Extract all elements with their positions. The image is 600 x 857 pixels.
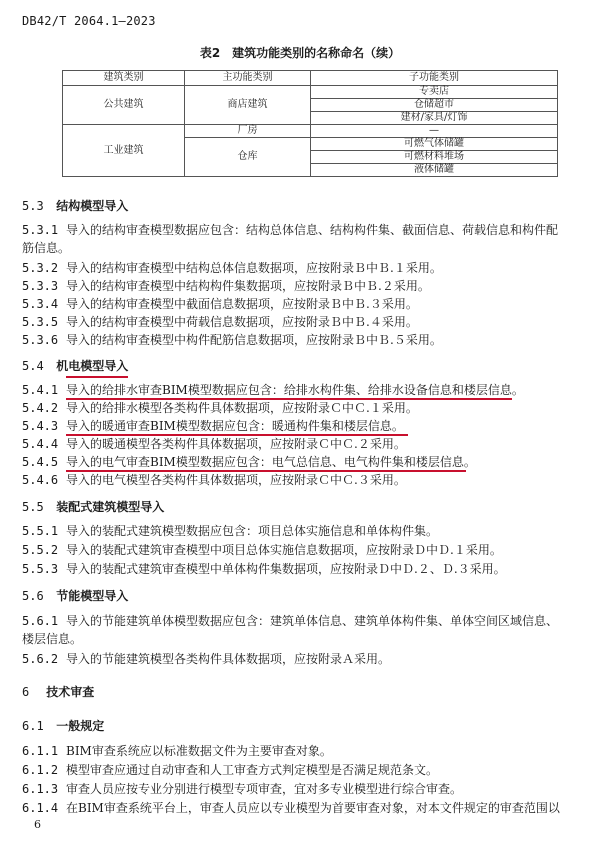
building-function-table [62,70,558,177]
clause-continuation: 筋信息。 [22,241,71,255]
cell-main: 仓库 [185,138,311,177]
section-heading-5-3: 5.3 结构模型导入 [22,199,129,213]
cell-sub: 仓储超市 [311,99,558,112]
cell-category: 工业建筑 [63,125,185,177]
cell-sub: 可燃材料堆场 [311,151,558,164]
cell-sub: 可燃气体储罐 [311,138,558,151]
cell-main: 商店建筑 [185,86,311,125]
section-heading-6-1: 6.1 一般规定 [22,719,105,733]
cell-sub: — [311,125,558,138]
clause-5-4-5: 5.4.5 导入的电气审查BIM模型数据应包含：电气总信息、电气构件集和楼层信息。 [22,455,476,469]
page-number: 6 [34,818,41,831]
header-category: 建筑类别 [63,71,185,86]
cell-sub: 液体储罐 [311,164,558,177]
table-header-row [63,71,558,86]
cell-main: 厂房 [185,125,311,138]
table-row [63,86,558,99]
header-sub: 子功能类别 [311,71,558,86]
clause-5-4-2: 5.4.2 导入的给排水模型各类构件具体数据项，应按附录Ｃ中Ｃ.１采用。 [22,401,418,415]
clause-5-6-2: 5.6.2 导入的节能建筑模型各类构件具体数据项，应按附录Ａ采用。 [22,652,391,666]
section-heading-5-6: 5.6 节能模型导入 [22,589,129,603]
clause-continuation: 楼层信息。 [22,632,83,646]
chapter-heading-6: 6 技术审查 [22,685,95,699]
clause-5-4-6: 5.4.6 导入的电气模型各类构件具体数据项，应按附录Ｃ中Ｃ.３采用。 [22,473,406,487]
header-main: 主功能类别 [185,71,311,86]
clause-5-4-4: 5.4.4 导入的暖通模型各类构件具体数据项，应按附录Ｃ中Ｃ.２采用。 [22,437,406,451]
clause-5-4-3: 5.4.3 导入的暖通审查BIM模型数据应包含：暖通构件集和楼层信息。 [22,419,404,433]
table-title: 表2 建筑功能类别的名称命名（续） [199,46,401,60]
cell-category: 公共建筑 [63,86,185,125]
clause-5-3-4: 5.3.4 导入的结构审查模型中截面信息数据项，应按附录Ｂ中Ｂ.３采用。 [22,297,418,311]
clause-6-1-4: 6.1.4 在BIM审查系统平台上，审查人员应以专业模型为首要审查对象，对本文件规定的审查范围以 [22,801,560,815]
table-row [63,125,558,138]
cell-sub: 专卖店 [311,86,558,99]
clause-5-6-1: 5.6.1 导入的节能建筑单体模型数据应包含：建筑单体信息、建筑单体构件集、单体空间区域信息、 [22,614,559,628]
clause-5-3-6: 5.3.6 导入的结构审查模型中构件配筋信息数据项，应按附录Ｂ中Ｂ.５采用。 [22,333,442,347]
clause-5-5-3: 5.5.3 导入的装配式建筑审查模型中单体构件集数据项，应按附录Ｄ中Ｄ.２、Ｄ.３采用。 [22,562,506,576]
clause-5-3-3: 5.3.3 导入的结构审查模型中结构构件集数据项，应按附录Ｂ中Ｂ.２采用。 [22,279,430,293]
clause-6-1-3: 6.1.3 审查人员应按专业分别进行模型专项审查，宜对多专业模型进行综合审查。 [22,782,463,796]
section-heading-5-4: 5.4 机电模型导入 [22,359,129,373]
clause-6-1-1: 6.1.1 BIM审查系统应以标准数据文件为主要审查对象。 [22,744,332,758]
clause-5-3-2: 5.3.2 导入的结构审查模型中结构总体信息数据项，应按附录Ｂ中Ｂ.１采用。 [22,261,442,275]
document-code: DB42/T 2064.1—2023 [22,14,156,28]
cell-sub: 建材/家具/灯饰 [311,112,558,125]
clause-6-1-2: 6.1.2 模型审查应通过自动审查和人工审查方式判定模型是否满足规范条文。 [22,763,439,777]
clause-5-3-1: 5.3.1 导入的结构审查模型数据应包含：结构总体信息、结构构件集、截面信息、荷载信息和构件配 [22,223,559,237]
section-heading-5-5: 5.5 装配式建筑模型导入 [22,500,165,514]
clause-5-5-1: 5.5.1 导入的装配式建筑模型数据应包含：项目总体实施信息和单体构件集。 [22,524,439,538]
clause-5-3-5: 5.3.5 导入的结构审查模型中荷载信息数据项，应按附录Ｂ中Ｂ.４采用。 [22,315,418,329]
clause-5-4-1: 5.4.1 导入的给排水审查BIM模型数据应包含：给排水构件集、给排水设备信息和楼层信息。 [22,383,524,397]
red-underline-annotation [66,376,128,378]
clause-5-5-2: 5.5.2 导入的装配式建筑审查模型中项目总体实施信息数据项，应按附录Ｄ中Ｄ.１采用。 [22,543,502,557]
